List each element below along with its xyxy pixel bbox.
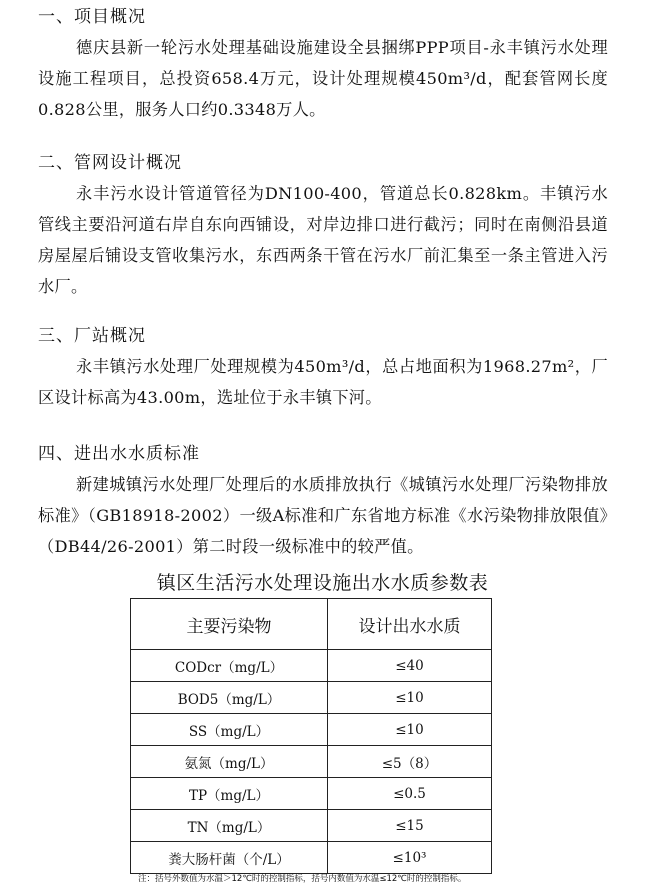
- section-body: 德庆县新一轮污水处理基础设施建设全县捆绑PPP项目-永丰镇污水处理设施工程项目，总投资658.4万元，设计处理规模450m³/d，配套管网长度0.828公里，服务人口约0.3348万人。: [38, 38, 608, 119]
- section-body: 新建城镇污水处理厂处理后的水质排放执行《城镇污水处理厂污染物排放标准》（GB18918-2002）一级A标准和广东省地方标准《水污染物排放限值》（DB44/26-2001）第二时段一级标准中的较严值。: [38, 475, 608, 556]
- table-title: 镇区生活污水处理设施出水水质参数表: [156, 572, 489, 594]
- header-pollutant: 主要污染物: [131, 599, 328, 650]
- section-water-quality-standard: [38, 443, 608, 562]
- limit-cell: ≤15: [328, 810, 492, 842]
- pollutant-cell: TN（mg/L）: [131, 810, 328, 842]
- header-effluent-quality: 设计出水水质: [328, 599, 492, 650]
- section-heading: 三、厂站概况: [38, 326, 146, 346]
- pollutant-cell: CODcr（mg/L）: [131, 650, 328, 682]
- limit-cell: ≤0.5: [328, 778, 492, 810]
- table-row: [131, 746, 492, 778]
- limit-cell: ≤10³: [328, 842, 492, 874]
- section-heading: 四、进出水水质标准: [38, 444, 200, 464]
- limit-cell: ≤5（8）: [328, 746, 492, 778]
- section-plant-overview: [38, 325, 608, 413]
- pollutant-cell: SS（mg/L）: [131, 714, 328, 746]
- section-heading: 一、项目概况: [38, 7, 146, 27]
- section-body: 永丰污水设计管道管径为DN100-400，管道总长0.828km。丰镇污水管线主要沿河道右岸自东向西铺设，对岸边排口进行截污；同时在南侧沿县道房屋屋后铺设支管收集污水，东西两条干管在污水厂前汇集至一条主管进入污水厂。: [38, 184, 608, 296]
- table-row: [131, 682, 492, 714]
- pollutant-cell: TP（mg/L）: [131, 778, 328, 810]
- table-row: [131, 778, 492, 810]
- water-quality-table: [130, 598, 492, 874]
- section-body: 永丰镇污水处理厂处理规模为450m³/d，总占地面积为1968.27m²，厂区设计标高为43.00m，选址位于永丰镇下河。: [38, 357, 608, 407]
- section-project-overview: [38, 6, 608, 125]
- pollutant-cell: BOD5（mg/L）: [131, 682, 328, 714]
- pollutant-cell: 粪大肠杆菌（个/L）: [131, 842, 328, 874]
- table-header-row: [131, 599, 492, 650]
- pollutant-cell: 氨氮（mg/L）: [131, 746, 328, 778]
- section-heading: 二、管网设计概况: [38, 153, 182, 173]
- section-pipe-network: [38, 152, 608, 302]
- limit-cell: ≤10: [328, 714, 492, 746]
- table-row: [131, 842, 492, 874]
- limit-cell: ≤40: [328, 650, 492, 682]
- limit-cell: ≤10: [328, 682, 492, 714]
- table-row: [131, 714, 492, 746]
- table-note: 注：括号外数值为水温＞12℃时的控制指标，括号内数值为水温≤12℃时的控制指标。: [138, 874, 467, 884]
- table-row: [131, 810, 492, 842]
- table-row: [131, 650, 492, 682]
